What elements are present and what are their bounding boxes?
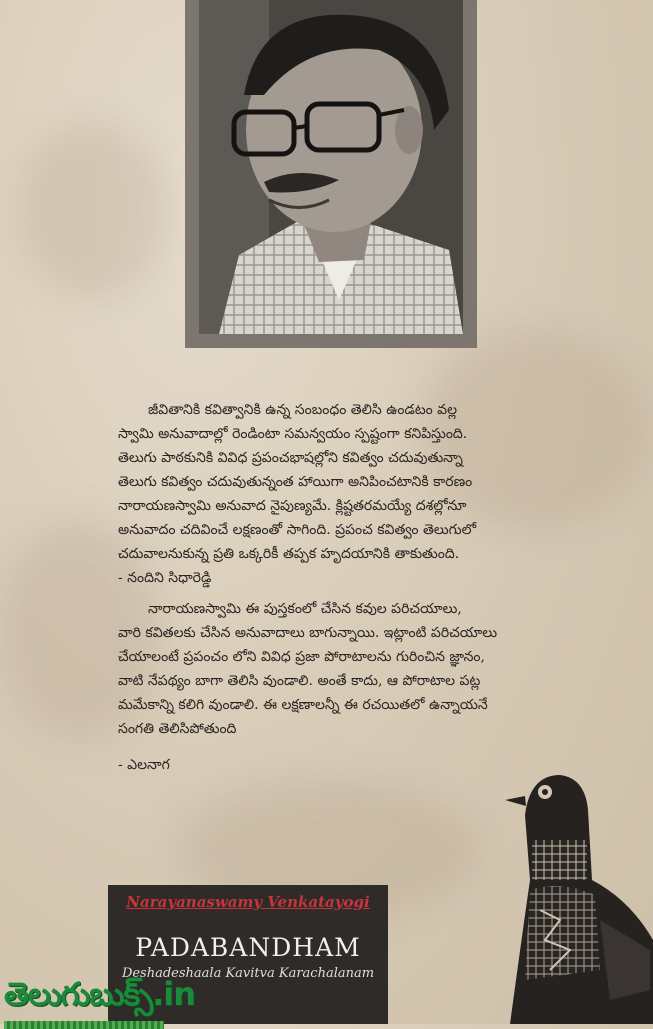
blurb-line: మమేకాన్ని కలిగి వుండాలి. ఈ లక్షణాలన్నీ ఈ రచయితలో ఉన్నాయనే	[118, 697, 488, 713]
author-name: Narayanaswamy Venkatayogi	[126, 893, 370, 911]
author-photo	[199, 0, 463, 334]
grass-decoration	[4, 1021, 164, 1029]
blurb-line: తెలుగు కవిత్వం చదువుతున్నంత హాయిగా అనిపించటానికి కారణం	[118, 474, 473, 490]
watermark-text: తెలుగుబుక్స్.in	[4, 975, 196, 1013]
review-blurb-1	[118, 398, 638, 590]
bird-illustration	[500, 770, 653, 1024]
blurb-signature: - నందిని సిధారెడ్డి	[118, 570, 212, 586]
blurb-signature: - ఎలనాగ	[118, 757, 170, 773]
author-photo-frame	[185, 0, 477, 348]
book-title: PADABANDHAM	[135, 933, 361, 962]
blurb-line: చదువాలనుకున్న ప్రతి ఒక్కరికీ తప్పక హృదయానికి తాకుతుంది.	[118, 546, 460, 562]
book-subtitle: Deshadeshaala Kavitva Karachalanam	[121, 966, 375, 981]
review-blurb-2	[118, 597, 638, 777]
blurb-line: నారాయణస్వామి ఈ పుస్తకంలో చేసిన కవుల పరిచయాలు,	[148, 601, 462, 617]
blurb-line: తెలుగు పాఠకునికి వివిధ ప్రపంచభాషల్లోని కవిత్వం చదువుతున్నా	[118, 450, 463, 466]
blurb-line: స్వామి అనువాదాల్లో రెండింటా సమన్వయం స్పష్టంగా కనిపిస్తుంది.	[118, 426, 468, 442]
blurb-line: జీవితానికి కవిత్వానికి ఉన్న సంబంధం తెలిసి ఉండటం వల్ల	[148, 402, 458, 418]
paper-stain	[20, 120, 170, 300]
blurb-line: అనువాదం చదివించే లక్షణంతో సాగింది. ప్రపంచ కవిత్వం తెలుగులో	[118, 522, 477, 538]
blurb-line: సంగతి తెలిసిపోతుంది	[118, 721, 237, 737]
blurb-line: నారాయణస్వామి అనువాద నైపుణ్యమే. క్లిష్టతరమయ్యే దశల్లోనూ	[118, 498, 467, 514]
author-portrait-illustration	[199, 0, 463, 334]
blurb-line: వారి కవితలకు చేసిన అనువాదాలు బాగున్నాయి. ఇట్లాంటి పరిచయాలు	[118, 625, 498, 641]
blurb-line: చేయాలంటే ప్రపంచం లోని వివిధ ప్రజా పోరాటాలను గురించిన జ్ఞానం,	[118, 649, 485, 665]
site-watermark	[4, 975, 195, 1021]
blurb-line: వాటి నేపథ్యం బాగా తెలిసి వుండాలి. అంతే కాదు, ఆ పోరాటాల పట్ల	[118, 673, 481, 689]
